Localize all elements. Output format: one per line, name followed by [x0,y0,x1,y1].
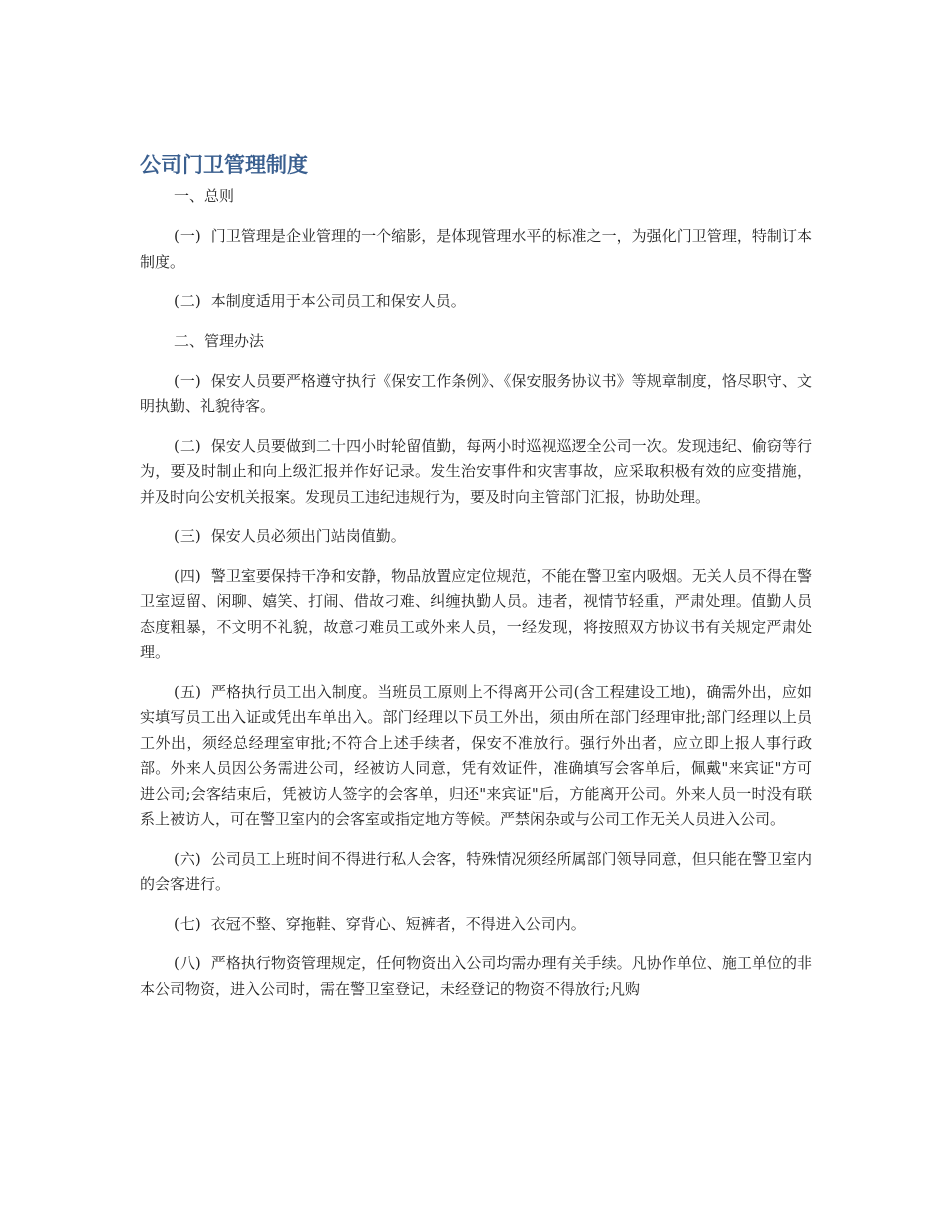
clause-text: 保安人员要严格遵守执行《保安工作条例》、《保安服务协议书》等规章制度，恪尽职守、文明执勤、礼貌待客。 [140,371,812,415]
section-general [140,184,812,315]
document-page [140,148,812,1016]
clause-number: (八) [174,954,201,972]
paragraph [140,564,812,666]
clause-number: (七) [174,914,201,933]
clause-text: 保安人员要做到二十四小时轮留值勤，每两小时巡视巡逻全公司一次。发现违纪、偷窃等行为，要及时制止和向上级汇报并作好记录。发生治安事件和灾害事故，应采取积极有效的应变措施，并及时向公安机关报案。发现员工违纪违规行为，要及时向主管部门汇报，协助处理。 [140,436,812,506]
section-management-methods [140,329,812,1003]
clause-text: 严格执行物资管理规定，任何物资出入公司均需办理有关手续。凡协作单位、施工单位的非本公司物资，进入公司时，需在警卫室登记，未经登记的物资不得放行;凡购 [140,954,812,998]
clause-number: (一) [174,227,201,245]
clause-text: 公司员工上班时间不得进行私人会客，特殊情况须经所属部门领导同意，但只能在警卫室内的会客进行。 [140,849,812,893]
paragraph [140,524,812,550]
clause-text: 警卫室要保持干净和安静，物品放置应定位规范，不能在警卫室内吸烟。无关人员不得在警卫室逗留、闲聊、嬉笑、打闹、借故刁难、纠缠执勤人员。违者，视情节轻重，严肃处理。值勤人员态度粗暴，不文明不礼貌，故意刁难员工或外来人员，一经发现，将按照双方协议书有关规定严肃处理。 [140,566,812,661]
paragraph [140,224,812,275]
section-heading: 二、管理办法 [174,331,265,350]
clause-text: 衣冠不整、穿拖鞋、穿背心、短裤者，不得进入公司内。 [210,914,586,933]
page-title: 公司门卫管理制度 [140,153,308,177]
clause-number: (六) [174,849,201,868]
paragraph [140,847,812,898]
clause-number: (二) [174,436,201,455]
clause-number: (一) [174,371,201,390]
paragraph [140,289,812,315]
clause-number: (三) [174,527,201,545]
paragraph [140,369,812,420]
section-heading: 一、总则 [174,187,235,205]
clause-text: 本制度适用于本公司员工和保安人员。 [210,292,466,310]
paragraph [140,951,812,1002]
paragraph [140,680,812,833]
clause-number: (五) [174,682,201,701]
clause-text: 严格执行员工出入制度。当班员工原则上不得离开公司(含工程建设工地)，确需外出，应如实填写员工出入证或凭出车单出入。部门经理以下员工外出，须由所在部门经理审批;部门经理以上员工外出，须经总经理室审批;不符合上述手续者，保安不准放行。强行外出者，应立即上报人事行政部。外来人员因公务需进公司，经被访人同意，凭有效证件，准确填写会客单后，佩戴"来宾证"方可进公司;会客结束后，凭被访人签字的会客单，归还"来宾证"后，方能离开公司。外来人员一时没有联系上被访人，可在警卫室内的会客室或指定地方等候。严禁闲杂或与公司工作无关人员进入公司。 [140,682,812,828]
clause-number: (四) [174,566,201,585]
clause-text: 门卫管理是企业管理的一个缩影，是体现管理水平的标准之一，为强化门卫管理，特制订本制度。 [140,227,812,271]
clause-text: 保安人员必须出门站岗值勤。 [210,527,406,545]
paragraph [140,912,812,938]
paragraph [140,434,812,511]
clause-number: (二) [174,292,201,310]
